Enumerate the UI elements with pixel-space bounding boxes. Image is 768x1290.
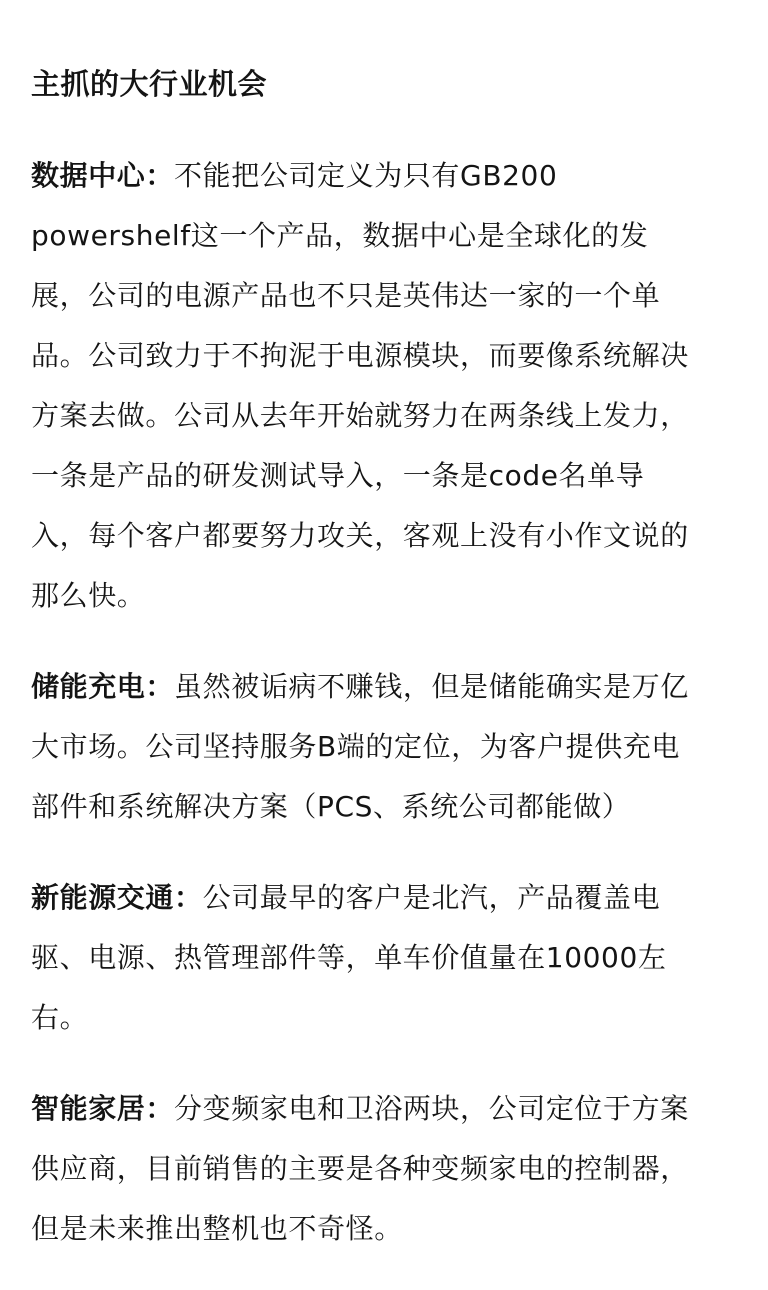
section-energy-storage <box>31 657 731 837</box>
paragraph-line: 入，每个客户都要努力攻关，客观上没有小作文说的 <box>31 519 689 552</box>
section-label: 智能家居： <box>31 1092 175 1125</box>
section-smart-home <box>31 1079 731 1259</box>
section-text: 分变频家电和卫浴两块，公司定位于方案 <box>174 1092 689 1125</box>
section-text: 不能把公司定义为只有GB200 <box>174 159 558 192</box>
paragraph-line: 右。 <box>31 1001 89 1034</box>
section-label: 数据中心： <box>31 159 175 192</box>
section-text: 公司最早的客户是北汽，产品覆盖电 <box>202 881 661 914</box>
section-text: 虽然被诟病不赚钱，但是储能确实是万亿 <box>174 670 689 703</box>
paragraph-line: 部件和系统解决方案（PCS、系统公司都能做） <box>31 790 631 823</box>
paragraph-line <box>31 1079 731 1139</box>
paragraph-line: 展，公司的电源产品也不只是英伟达一家的一个单 <box>31 279 661 312</box>
paragraph-line: 那么快。 <box>31 579 146 612</box>
article <box>31 62 731 1290</box>
paragraph-line <box>31 657 731 717</box>
section-label: 新能源交通： <box>31 881 203 914</box>
paragraph-line: 但是未来推出整机也不奇怪。 <box>31 1212 403 1245</box>
paragraph-line: 品。公司致力于不拘泥于电源模块，而要像系统解决 <box>31 339 689 372</box>
paragraph-line: 供应商，目前销售的主要是各种变频家电的控制器， <box>31 1152 689 1185</box>
paragraph-line: powershelf这一个产品，数据中心是全球化的发 <box>31 219 649 252</box>
paragraph-line <box>31 146 731 206</box>
section-data-center <box>31 146 731 626</box>
paragraph-line: 一条是产品的研发测试导入，一条是code名单导 <box>31 459 645 492</box>
section-label: 储能充电： <box>31 670 175 703</box>
section-new-energy-transport <box>31 868 731 1048</box>
paragraph-line: 方案去做。公司从去年开始就努力在两条线上发力， <box>31 399 689 432</box>
article-heading: 主抓的大行业机会 <box>31 67 268 101</box>
paragraph-line: 驱、电源、热管理部件等，单车价值量在10000左 <box>31 941 667 974</box>
paragraph-line <box>31 868 731 928</box>
paragraph-line: 大市场。公司坚持服务B端的定位，为客户提供充电 <box>31 730 681 763</box>
